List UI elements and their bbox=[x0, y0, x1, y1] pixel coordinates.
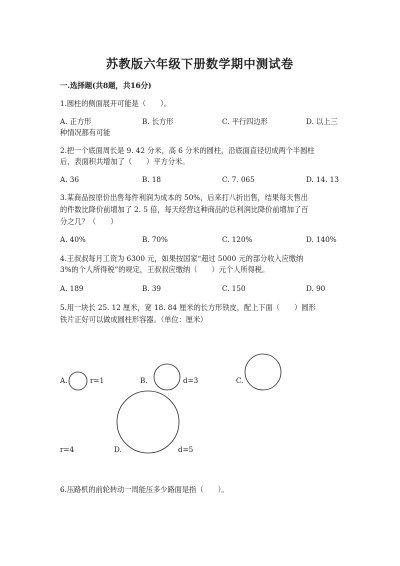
question-3-option-b[interactable]: B. 70% bbox=[142, 235, 168, 244]
question-3-stem-line-2: 的件数比降价前增加了 2. 5 倍，每天经营这种商品的总利润比降价前增加了百 bbox=[60, 205, 309, 214]
circle-option-b bbox=[154, 364, 180, 390]
question-2-option-c[interactable]: C. 7. 065 bbox=[222, 175, 255, 184]
question-4-option-a[interactable]: A. 189 bbox=[60, 284, 84, 293]
question-4-stem-line-2: 3%的个人所得税”的规定，王叔叔应缴纳（ ）元个人所得税。 bbox=[60, 265, 270, 274]
question-5-option-b[interactable]: B. bbox=[140, 376, 148, 385]
question-3-option-c[interactable]: C. 120% bbox=[222, 235, 253, 244]
question-1-stem: 1.圆柱的侧面展开可能是（ ）。 bbox=[60, 99, 172, 108]
question-3-stem-line-1: 3.某商品按原价出售每件利润为成本的 50%，后来打八折出售，结果每天售出 bbox=[60, 193, 308, 202]
question-5-option-d-label: d=5 bbox=[178, 445, 194, 454]
question-2-stem-line-2: 后，表面积共增加了（ ）平方分米。 bbox=[60, 157, 190, 166]
question-1-option-b[interactable]: B. 长方形 bbox=[142, 117, 174, 126]
question-1-option-a[interactable]: A. 正方形 bbox=[60, 117, 92, 126]
question-2-option-b[interactable]: B. 18 bbox=[142, 175, 161, 184]
question-5-stem-line-2: 铁片正好可以做成圆柱形容器。（单位：厘米） bbox=[60, 315, 208, 324]
question-4-option-b[interactable]: B. 39 bbox=[142, 284, 161, 293]
question-5-option-d[interactable]: D. bbox=[114, 445, 122, 454]
question-4-option-d[interactable]: D. 90 bbox=[306, 284, 326, 293]
question-4-stem-line-1: 4.王叔叔每月工资为 6300 元，如果按国家“超过 5000 元的部分收入应缴纳 bbox=[60, 254, 304, 263]
question-2-stem-line-1: 2.把一个底面周长是 9. 42 分米，高 6 分米的圆柱，沿底面直径切成两个半圆柱 bbox=[60, 146, 315, 155]
question-5-option-b-label: d=3 bbox=[183, 376, 199, 385]
question-3-stem-line-3: 分之几？（ ） bbox=[60, 217, 118, 226]
question-3-option-a[interactable]: A. 40% bbox=[60, 235, 86, 244]
section-heading: 一.选择题(共8题，共16分) bbox=[60, 81, 152, 90]
question-4-option-c[interactable]: C. 150 bbox=[222, 284, 246, 293]
question-5-stem-line-1: 5.用一块长 25. 12 厘米，宽 18. 84 厘米的长方形铁皮，配上下面（ ）圆形 bbox=[60, 303, 316, 312]
question-3-option-d[interactable]: D. 140% bbox=[306, 235, 337, 244]
question-5-option-c[interactable]: C. bbox=[236, 376, 244, 385]
question-5-option-a-label: r=1 bbox=[90, 376, 105, 385]
question-2-option-a[interactable]: A. 36 bbox=[60, 175, 79, 184]
question-2-option-d[interactable]: D. 14. 13 bbox=[306, 175, 339, 184]
question-6-stem: 6.压路机的前轮转动一周能压多少路面是指（ ）。 bbox=[60, 485, 229, 494]
circle-option-a bbox=[69, 372, 87, 390]
question-1-option-c[interactable]: C. 平行四边形 bbox=[222, 117, 268, 126]
question-5-option-a[interactable]: A. bbox=[60, 376, 68, 385]
circle-option-d bbox=[117, 391, 179, 453]
question-5-option-d-radius-label: r=4 bbox=[60, 445, 75, 454]
circle-option-c bbox=[245, 354, 281, 390]
question-1-option-d[interactable]: D. 以上三 bbox=[306, 117, 338, 126]
question-1-option-d-continued: 种情况都有可能 bbox=[60, 128, 111, 137]
page-title: 苏教版六年级下册数学期中测试卷 bbox=[106, 57, 294, 71]
